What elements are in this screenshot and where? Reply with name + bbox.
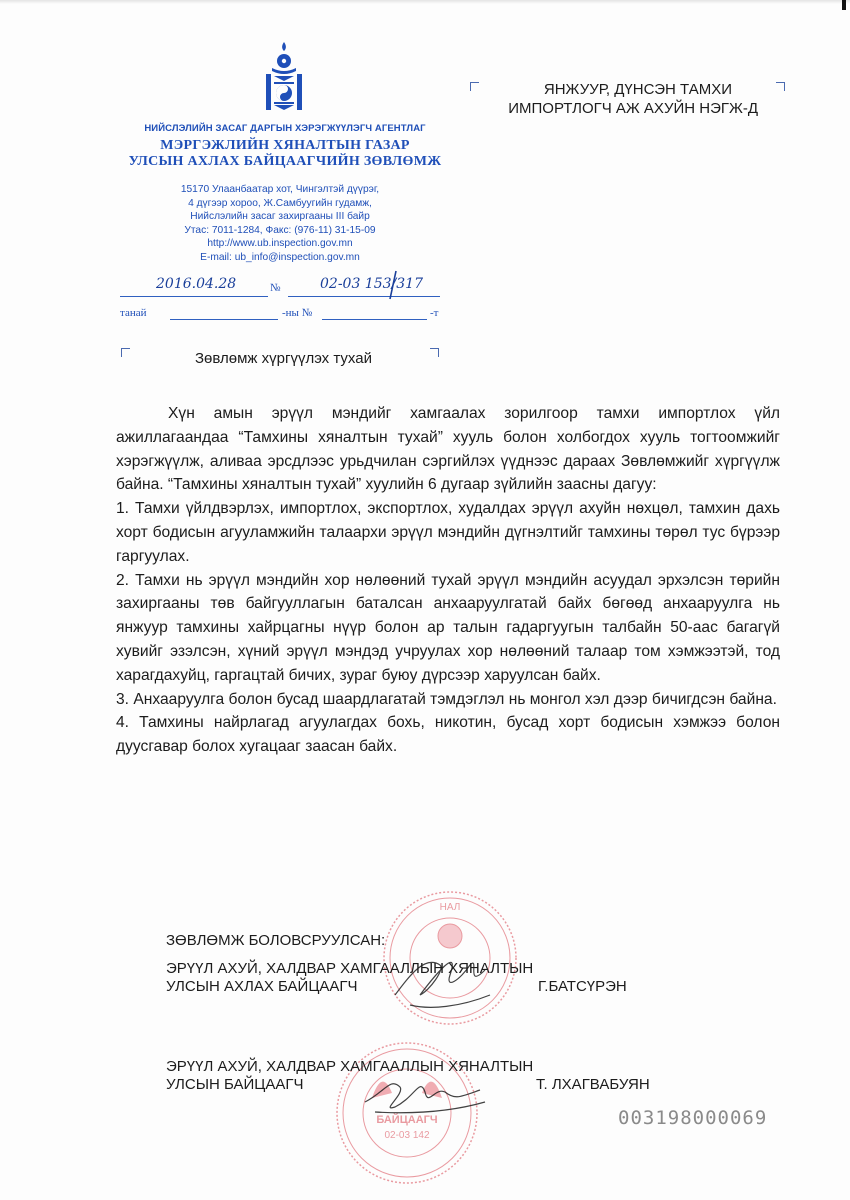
- address-line: 4 дүгээр хороо, Ж.Самбуугийн гудамж,: [188, 197, 372, 209]
- letter-number: 02-03 153/317: [320, 276, 423, 292]
- handwritten-slash: [388, 270, 398, 300]
- addressee: [470, 80, 758, 118]
- ref-middle: -ны №: [282, 307, 313, 319]
- addressee-bracket-right: [776, 82, 785, 91]
- list-item: 3. Анхааруулга болон бусад шаардлагатай тэмдэглэл нь монгол хэл дээр бичигдсэн байна.: [116, 690, 777, 708]
- intro-paragraph: Хүн амын эрүүл мэндийг хамгаалах зорилгоор тамхи импортлох үйл ажиллагаандаа “Тамхины хяналтын тухай” хууль болон холбогдох хууль тогтоомжийг хэрэгжүүлж, аливаа эрсдлээс урьдчилан сэргийлэх үүднээс дараах Зөвлөмжийг хүргүүлж байна. “Тамхины хяналтын тухай” хуулийн 6 дугаар зүйлийн заасны дагуу:: [116, 405, 780, 494]
- letter-body: [116, 402, 780, 759]
- signer1-name: Г.БАТСҮРЭН: [538, 978, 627, 995]
- list-item: 2. Тамхи нь эрүүл мэндийн хор нөлөөний тухай эрүүл мэндийн асуудал эрхэлсэн төрийн захиргааны төв байгууллагын баталсан анхааруулгатай байх бөгөөд анхааруулга нь янжуур тамхины хайрцагны нүүр болон ар талын гадаргуугын талбайн 50-аас багагүй хувийг эзэлсэн, хүний эрүүл мэндэд учруулах хор нөлөөний талаар том хэмжээтэй, тод харагдахуйц, гаргацтай бичих, зураг буюу дүрсээр харуулсан байх.: [116, 571, 780, 684]
- signer1-position-line1: ЭРҮҮЛ АХУЙ, ХАЛДВАР ХАМГААЛЛЫН ХЯНАЛТЫН: [166, 960, 534, 977]
- subject-bracket-left: [121, 348, 130, 357]
- ref-prefix: танай: [120, 307, 147, 319]
- svg-text:НАЛ: НАЛ: [439, 902, 461, 913]
- address-line: Нийслэлийн засаг захиргааны III байр: [190, 211, 370, 223]
- scan-corner-mark: [842, 0, 846, 10]
- registration-row: [120, 276, 440, 300]
- agency-name: МЭРГЭЖЛИЙН ХЯНАЛТЫН ГАЗАР: [160, 138, 410, 153]
- date-underline: [120, 296, 268, 297]
- address-line: 15170 Улаанбаатар хот, Чингэлтэй дүүрэг,: [180, 184, 380, 195]
- signer2-position-line1: ЭРҮҮЛ АХУЙ, ХАЛДВАР ХАМГААЛЛЫН ХЯНАЛТЫН: [166, 1058, 534, 1075]
- soyombo-emblem-icon: [262, 40, 306, 116]
- scan-top-edge: [0, 0, 850, 4]
- signer1-position-line2: УЛСЫН АХЛАХ БАЙЦААГЧ: [166, 978, 358, 995]
- prepared-by-heading: ЗӨВЛӨМЖ БОЛОВСРУУЛСАН:: [166, 932, 386, 949]
- subject-line: Зөвлөмж хүргүүлэх тухай: [195, 350, 372, 367]
- ref-number-line: [322, 319, 427, 320]
- number-underline: [288, 296, 440, 297]
- signer2-position-line2: УЛСЫН БАЙЦААГЧ: [166, 1076, 304, 1093]
- website-link[interactable]: http://www.ub.inspection.gov.mn: [207, 238, 353, 250]
- list-item: 4. Тамхины найрлагад агуулагдах бохь, никотин, бусад хорт бодисын хэмжээ болон дуусгавар болох хугацааг заасан байх.: [116, 714, 780, 756]
- stamp-text: БАЙЦААГЧ: [376, 1114, 438, 1126]
- ref-suffix: -т: [430, 307, 439, 319]
- ref-date-line: [170, 319, 278, 320]
- stamp-number: 02-03 142: [384, 1130, 430, 1141]
- list-item: 1. Тамхи үйлдвэрлэх, импортлох, экспортлох, худалдах эрүүл ахуйн нөхцөл, тамхин дахь хорт бодисын агууламжийн талаархи эрүүл мэндийн дүгнэлтийг тамхины төрөл тус бүрээр гаргуулах.: [116, 500, 780, 565]
- number-label: №: [270, 282, 281, 294]
- addressee-line1: ЯНЖУУР, ДҮНСЭН ТАМХИ: [543, 81, 732, 98]
- reference-row: [120, 307, 440, 323]
- letter-date: 2016.04.28: [156, 276, 237, 292]
- phone-fax-line: Утас: 7011-1284, Факс: (976-11) 31-15-09: [184, 224, 376, 236]
- addressee-line2: ИМПОРТЛОГЧ АЖ АХУЙН НЭГЖ-Д: [508, 100, 758, 117]
- signature-2: [360, 1072, 490, 1122]
- subject-bracket-right: [430, 348, 439, 357]
- signer2-name: Т. ЛХАГВАБУЯН: [536, 1076, 650, 1093]
- agency-address-block: [150, 183, 410, 265]
- serial-number: 003198000069: [618, 1107, 768, 1129]
- document-type-heading: УЛСЫН АХЛАХ БАЙЦААГЧИЙН ЗӨВЛӨМЖ: [128, 154, 442, 169]
- email-link[interactable]: E-mail: ub_info@inspection.gov.mn: [200, 251, 360, 263]
- agency-parent-name: НИЙСЛЭЛИЙН ЗАСАГ ДАРГЫН ХЭРЭГЖҮҮЛЭГЧ АГЕНТЛАГ: [144, 123, 426, 134]
